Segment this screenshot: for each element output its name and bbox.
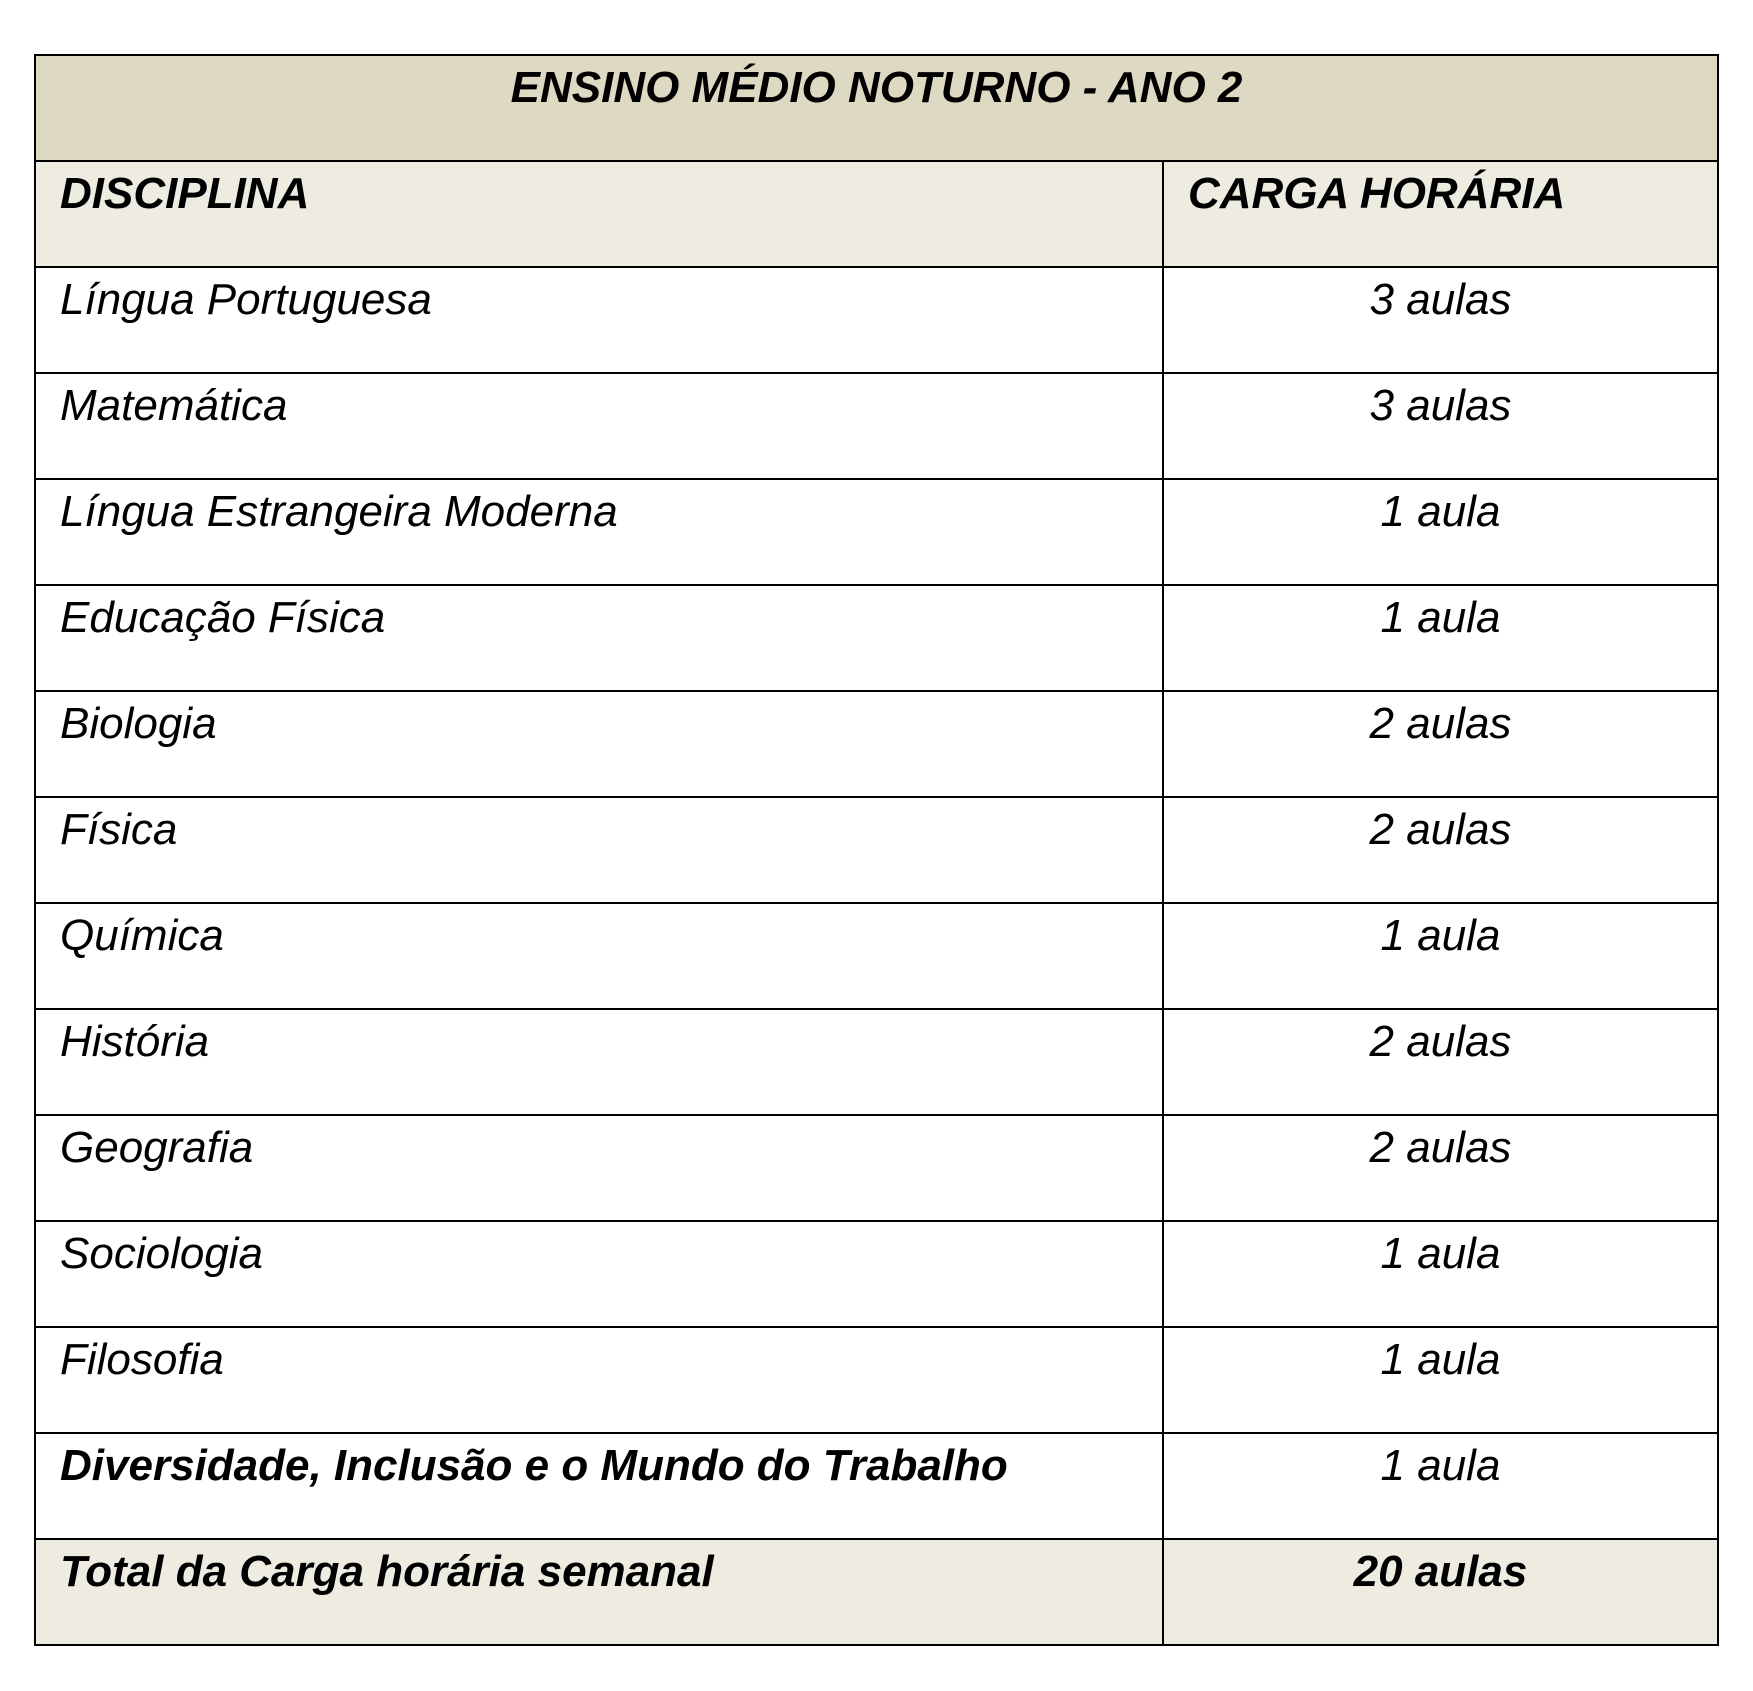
- hours-cell: 2 aulas: [1163, 691, 1718, 797]
- subject-cell: História: [35, 1009, 1163, 1115]
- hours-cell: 1 aula: [1163, 903, 1718, 1009]
- hours-cell: 1 aula: [1163, 1221, 1718, 1327]
- header-row: [35, 161, 1718, 267]
- subject-cell: Língua Portuguesa: [35, 267, 1163, 373]
- title-row: [35, 55, 1718, 161]
- subject-cell: Física: [35, 797, 1163, 903]
- hours-cell: 3 aulas: [1163, 373, 1718, 479]
- table-row: [35, 691, 1718, 797]
- total-row: [35, 1539, 1718, 1645]
- hours-cell: 1 aula: [1163, 479, 1718, 585]
- subject-cell: Diversidade, Inclusão e o Mundo do Trabalho: [35, 1433, 1163, 1539]
- subject-cell: Química: [35, 903, 1163, 1009]
- workload-table: [34, 54, 1719, 1646]
- table-row: [35, 585, 1718, 691]
- table-row: [35, 1327, 1718, 1433]
- hours-cell: 2 aulas: [1163, 1009, 1718, 1115]
- subject-cell: Educação Física: [35, 585, 1163, 691]
- table-row: [35, 903, 1718, 1009]
- header-subject: DISCIPLINA: [35, 161, 1163, 267]
- table-row: [35, 797, 1718, 903]
- table-row: [35, 373, 1718, 479]
- subject-cell: Biologia: [35, 691, 1163, 797]
- table-row: [35, 1115, 1718, 1221]
- table-row: [35, 1221, 1718, 1327]
- header-hours: CARGA HORÁRIA: [1163, 161, 1718, 267]
- subject-cell: Filosofia: [35, 1327, 1163, 1433]
- total-label: Total da Carga horária semanal: [35, 1539, 1163, 1645]
- hours-cell: 1 aula: [1163, 585, 1718, 691]
- hours-cell: 3 aulas: [1163, 267, 1718, 373]
- subject-cell: Sociologia: [35, 1221, 1163, 1327]
- hours-cell: 1 aula: [1163, 1327, 1718, 1433]
- table-title: ENSINO MÉDIO NOTURNO - ANO 2: [35, 55, 1718, 161]
- total-value: 20 aulas: [1163, 1539, 1718, 1645]
- hours-cell: 2 aulas: [1163, 797, 1718, 903]
- table-row: [35, 1009, 1718, 1115]
- subject-cell: Geografia: [35, 1115, 1163, 1221]
- hours-cell: 2 aulas: [1163, 1115, 1718, 1221]
- subject-cell: Matemática: [35, 373, 1163, 479]
- table-row: [35, 1433, 1718, 1539]
- table-row: [35, 267, 1718, 373]
- hours-cell: 1 aula: [1163, 1433, 1718, 1539]
- subject-cell: Língua Estrangeira Moderna: [35, 479, 1163, 585]
- table-row: [35, 479, 1718, 585]
